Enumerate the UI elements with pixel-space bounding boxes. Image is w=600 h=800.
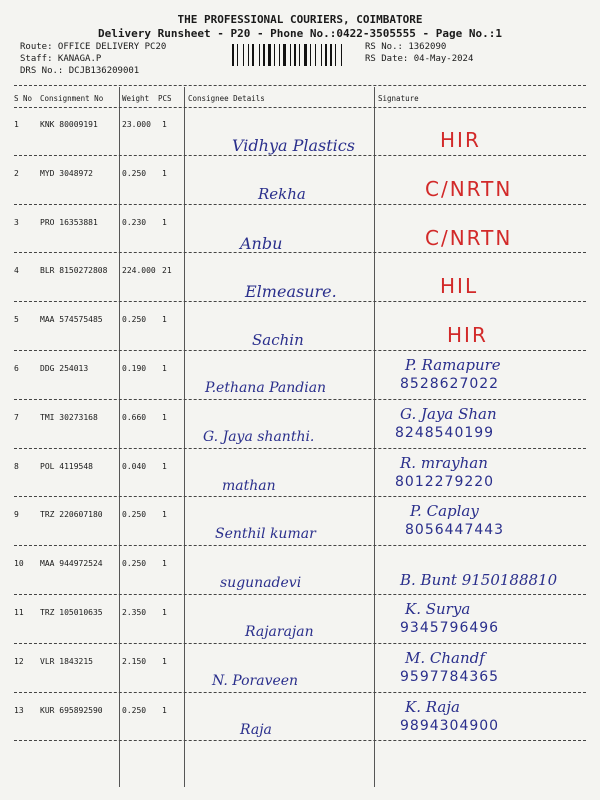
row-divider bbox=[14, 692, 586, 693]
signature-phone-number: 8248540199 bbox=[395, 424, 495, 441]
row-sno: 4 bbox=[14, 266, 19, 276]
row-sno: 3 bbox=[14, 217, 19, 227]
signature-phone-number: 9345796496 bbox=[400, 620, 500, 636]
row-pcs: 1 bbox=[162, 364, 167, 373]
row-consignment-no: TRZ 105010635 bbox=[40, 608, 103, 617]
row-weight: 0.660 bbox=[122, 412, 147, 422]
signature-handwriting: M. Chandf bbox=[405, 648, 485, 667]
row-divider bbox=[14, 545, 586, 546]
row-weight: 2.150 bbox=[122, 656, 147, 666]
row-weight: 0.190 bbox=[122, 364, 147, 373]
row-sno: 2 bbox=[14, 168, 19, 178]
row-consignment-no: DDG 254013 bbox=[40, 364, 89, 373]
consignee-name-handwriting: G. Jaya shanthi. bbox=[203, 428, 315, 445]
consignee-name-handwriting: N. Poraveen bbox=[212, 672, 299, 689]
route-info bbox=[20, 41, 166, 77]
row-pcs: 1 bbox=[162, 315, 167, 325]
row-weight: 0.040 bbox=[122, 461, 147, 471]
row-pcs: 1 bbox=[162, 412, 167, 422]
signature-phone-number: 8528627022 bbox=[400, 376, 500, 392]
runsheet-subtitle: Delivery Runsheet - P20 - Phone No.:0422-3505555 - Page No.:1 bbox=[98, 27, 502, 40]
signature-phone-number: 8012279220 bbox=[395, 473, 495, 490]
signature-handwriting: G. Jaya Shan bbox=[400, 404, 497, 423]
signature-handwriting: B. Bunt 9150188810 bbox=[400, 571, 558, 590]
row-weight: 224.000 bbox=[122, 266, 156, 276]
drs-number: DRS No.: DCJB136209001 bbox=[20, 66, 140, 76]
consignee-name-handwriting: Vidhya Plastics bbox=[232, 136, 355, 155]
consignee-name-handwriting: Raja bbox=[240, 721, 272, 738]
consignee-name-handwriting: sugunadevi bbox=[220, 575, 302, 592]
signature-phone-number: 9597784365 bbox=[400, 668, 500, 685]
company-title: THE PROFESSIONAL COURIERS, COIMBATORE bbox=[177, 13, 423, 26]
row-weight: 0.250 bbox=[122, 510, 147, 520]
rs-date: RS Date: 04-May-2024 bbox=[365, 54, 474, 64]
signature-handwriting: P. Ramapure bbox=[405, 356, 501, 374]
row-weight: 23.000 bbox=[122, 120, 151, 129]
row-pcs: 1 bbox=[162, 656, 167, 666]
signature-handwriting: K. Raja bbox=[405, 697, 460, 716]
column-divider bbox=[184, 87, 185, 787]
row-pcs: 1 bbox=[162, 168, 167, 178]
signature-phone-number: 9894304900 bbox=[400, 717, 500, 734]
row-consignment-no: TRZ 220607180 bbox=[40, 510, 103, 520]
row-consignment-no: MAA 944972524 bbox=[40, 559, 103, 569]
route-label: Route: OFFICE DELIVERY PC20 bbox=[20, 42, 167, 52]
consignee-name-handwriting: Rekha bbox=[258, 184, 306, 203]
row-consignment-no: MAA 574575485 bbox=[40, 315, 103, 325]
row-divider bbox=[14, 204, 586, 205]
row-consignment-no: POL 4119548 bbox=[40, 461, 93, 471]
row-sno: 10 bbox=[14, 559, 24, 569]
barcode-image bbox=[232, 44, 356, 66]
row-weight: 0.230 bbox=[122, 217, 147, 227]
row-pcs: 21 bbox=[162, 266, 172, 276]
column-divider bbox=[374, 87, 375, 787]
row-pcs: 1 bbox=[162, 217, 167, 227]
row-sno: 13 bbox=[14, 705, 24, 715]
col-header-consignment: Consignment No bbox=[40, 94, 104, 103]
row-sno: 9 bbox=[14, 510, 19, 520]
row-pcs: 1 bbox=[162, 559, 167, 569]
row-pcs: 1 bbox=[162, 608, 167, 617]
row-divider bbox=[14, 399, 586, 400]
row-pcs: 1 bbox=[162, 705, 167, 715]
row-consignment-no: MYD 3048972 bbox=[40, 168, 93, 178]
consignee-name-handwriting: Elmeasure. bbox=[245, 282, 337, 302]
col-header-sno: S No bbox=[14, 94, 33, 103]
signature-handwriting: P. Caplay bbox=[410, 502, 479, 521]
row-sno: 7 bbox=[14, 412, 19, 422]
row-consignment-no: BLR 8150272808 bbox=[40, 266, 108, 276]
signature-handwriting: R. mrayhan bbox=[400, 453, 488, 472]
row-sno: 1 bbox=[14, 120, 19, 129]
row-divider bbox=[14, 301, 586, 302]
row-weight: 2.350 bbox=[122, 608, 147, 617]
row-consignment-no: KNK 80009191 bbox=[40, 120, 98, 129]
consignee-name-handwriting: Rajarajan bbox=[245, 624, 314, 640]
rs-info bbox=[365, 41, 473, 65]
row-divider bbox=[14, 740, 586, 741]
rs-number: RS No.: 1362090 bbox=[365, 42, 447, 52]
consignee-name-handwriting: Anbu bbox=[240, 233, 283, 253]
row-divider bbox=[14, 252, 586, 253]
row-divider bbox=[14, 448, 586, 449]
row-sno: 5 bbox=[14, 315, 19, 325]
row-weight: 0.250 bbox=[122, 315, 147, 325]
signature-status-mark: HIL bbox=[440, 274, 479, 299]
signature-status-mark: C/NRTN bbox=[425, 225, 513, 250]
signature-handwriting: K. Surya bbox=[405, 600, 471, 618]
col-header-weight: Weight bbox=[122, 94, 150, 103]
row-weight: 0.250 bbox=[122, 559, 147, 569]
row-consignment-no: TMI 30273168 bbox=[40, 412, 98, 422]
staff-label: Staff: KANAGA.P bbox=[20, 54, 102, 64]
row-divider bbox=[14, 594, 586, 595]
row-pcs: 1 bbox=[162, 510, 167, 520]
signature-status-mark: HIR bbox=[440, 128, 481, 152]
row-sno: 8 bbox=[14, 461, 19, 471]
consignee-name-handwriting: Senthil kumar bbox=[215, 526, 316, 543]
row-sno: 6 bbox=[14, 364, 19, 373]
col-header-signature: Signature bbox=[378, 94, 419, 103]
signature-status-mark: HIR bbox=[447, 323, 488, 348]
consignee-name-handwriting: mathan bbox=[222, 477, 276, 494]
col-header-pcs: PCS bbox=[158, 94, 172, 103]
row-pcs: 1 bbox=[162, 461, 167, 471]
signature-phone-number: 8056447443 bbox=[405, 522, 505, 539]
row-consignment-no: KUR 695892590 bbox=[40, 705, 103, 715]
columns-divider bbox=[14, 107, 586, 108]
col-header-details: Consignee Details bbox=[188, 94, 265, 103]
row-divider bbox=[14, 643, 586, 644]
row-weight: 0.250 bbox=[122, 168, 147, 178]
row-pcs: 1 bbox=[162, 120, 167, 129]
row-divider bbox=[14, 350, 586, 351]
column-divider bbox=[119, 87, 120, 787]
row-consignment-no: VLR 1843215 bbox=[40, 656, 93, 666]
consignee-name-handwriting: P.ethana Pandian bbox=[205, 380, 327, 396]
row-divider bbox=[14, 496, 586, 497]
row-sno: 12 bbox=[14, 656, 24, 666]
consignee-name-handwriting: Sachin bbox=[252, 331, 304, 350]
row-sno: 11 bbox=[14, 608, 24, 617]
row-divider bbox=[14, 155, 586, 156]
header-divider bbox=[14, 85, 586, 86]
row-consignment-no: PRO 16353881 bbox=[40, 217, 98, 227]
row-weight: 0.250 bbox=[122, 705, 147, 715]
signature-status-mark: C/NRTN bbox=[425, 176, 513, 201]
